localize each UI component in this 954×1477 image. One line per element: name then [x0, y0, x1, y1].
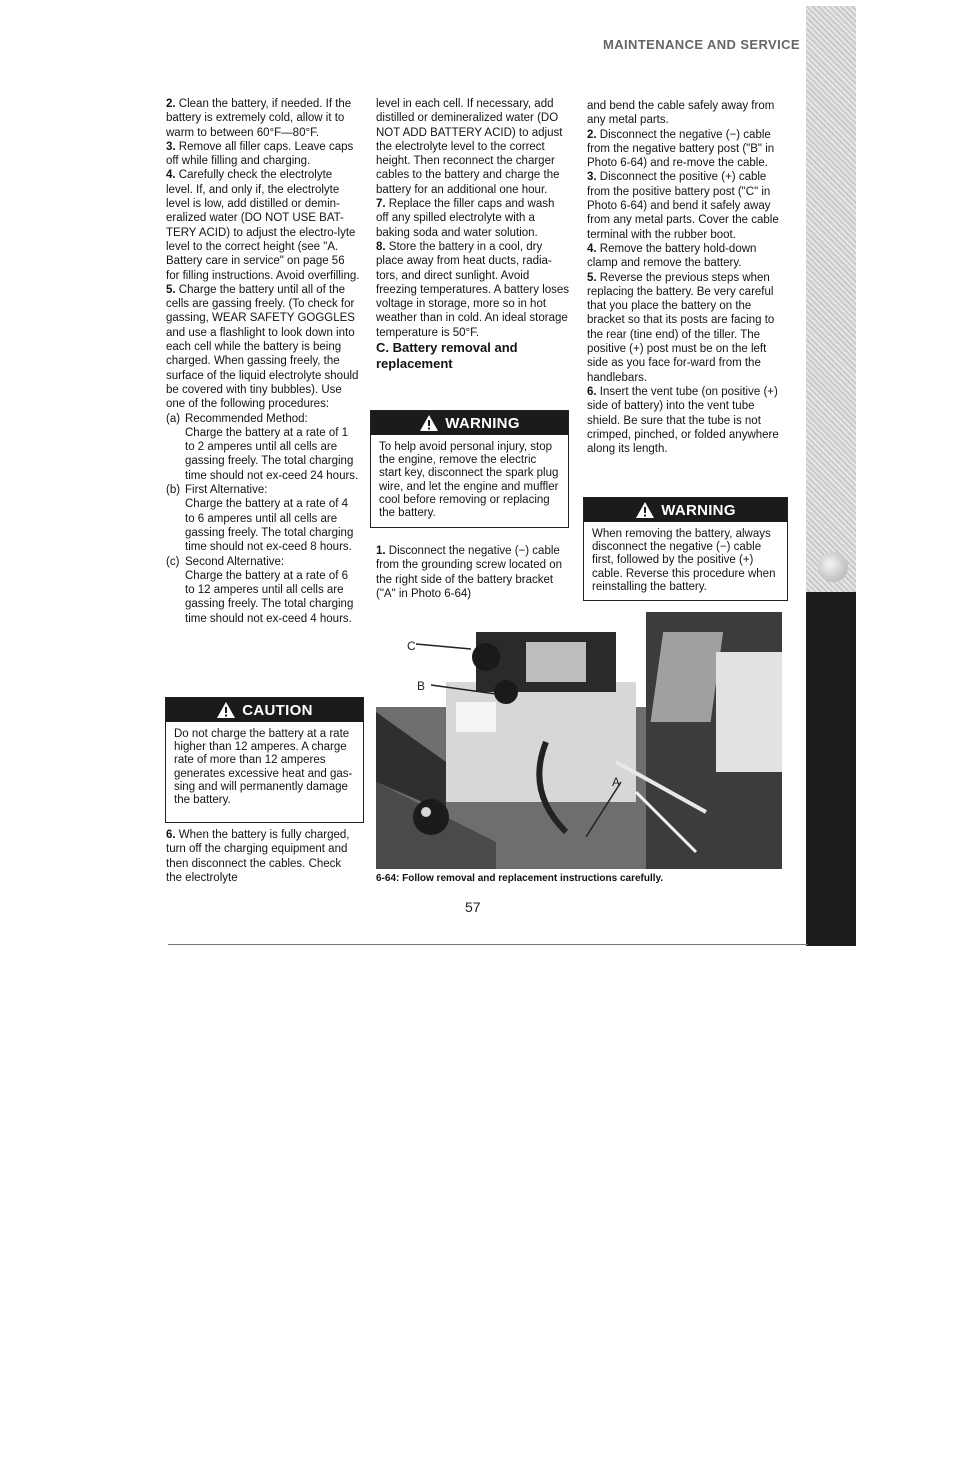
photo-caption: 6-64: Follow removal and replacement instructions carefully.: [376, 873, 664, 884]
step-7: 7. Replace the filler caps and wash off any spilled electrolyte with a baking soda and water solution.: [376, 198, 555, 239]
warning-title-2: WARNING: [661, 501, 736, 519]
photo-label-c: C: [407, 639, 416, 653]
battery-photo-illustration: [376, 612, 782, 869]
step-4: 4. Remove the battery hold-down clamp and remove the battery.: [587, 242, 757, 270]
column-1: [166, 97, 360, 626]
step-6: 6. Insert the vent tube (on positive (+) side of battery) into the vent tube shield. Be sure that the tube is not crimped, pinched, or folded anywhere along its length.: [587, 385, 779, 456]
warning-triangle-icon: [419, 414, 439, 432]
step-2: 2. Disconnect the negative (−) cable from the negative battery post ("B" in Photo 6-64) and re-move the cable.: [587, 128, 775, 170]
section-header: MAINTENANCE AND SERVICE: [603, 37, 800, 52]
warning-triangle-icon: [635, 501, 655, 519]
step-5: 5. Reverse the previous steps when replacing the battery. Be very careful that you place the battery on the bracket so that its posts are facing to the rear (tine end) of the tiller. The positive (+) post must be on the left side as you face for-ward from the handlebars.: [587, 271, 775, 384]
column-2-bottom: [376, 544, 570, 601]
caution-text: Do not charge the battery at a rate higher than 12 amperes. A charge rate of more than 12 amperes generates excessive heat and gas-sing and will permanently damage the battery.: [174, 728, 353, 807]
step-2: 2. Clean the battery, if needed. If the battery is extremely cold, allow it to warm to between 60°F—80°F.: [166, 98, 352, 139]
subsection-heading: C. Battery removal and replacement: [376, 340, 518, 372]
step-8: 8. Store the battery in a cool, dry place away from heat ducts, radia-tors, and direct sunlight. Avoid freezing temperatures. A battery loses voltage in storage, more so in hot weather than in cold. An ideal storage temperature is 50°F.: [376, 240, 570, 339]
step-3: 3. Disconnect the positive (+) cable from the positive battery post ("C" in Photo 6-64) and bend it safely away from any metal parts. Cover the cable terminal with the rubber boot.: [587, 171, 779, 241]
chapter-tab-marker: [818, 552, 848, 582]
sub-step-a: (a) Recommended Method: Charge the battery at a rate of 1 to 2 amperes until all cells are gassing freely. The total charging time should not ex-ceed 24 hours.: [166, 412, 359, 482]
column-2: [376, 97, 570, 372]
caution-banner: [166, 698, 363, 722]
warning-box-1: [370, 410, 569, 528]
footer-rule: [168, 944, 808, 945]
sub-step-b: (b) First Alternative: Charge the battery at a rate of 4 to 6 amperes until all cells are gassing freely. The total charging time should not ex-ceed 8 hours.: [166, 484, 354, 554]
warning-banner-1: [371, 411, 568, 435]
warning-text-2: When removing the battery, always disconnect the negative (−) cable first, followed by the positive (+) cable. Reverse this procedure when reinstalling the battery.: [592, 528, 776, 593]
step-6: 6. When the battery is fully charged, turn off the charging equipment and then disconnect the cables. Check the electrolyte: [166, 829, 350, 884]
warning-text-1: To help avoid personal injury, stop the engine, remove the electric start key, disconnect the spark plug wire, and let the engine and muffler cool before removing or replacing the battery.: [379, 441, 559, 520]
page-number: 57: [465, 899, 481, 915]
chapter-tab: [806, 592, 856, 946]
photo-label-a: A: [612, 775, 621, 789]
caution-box: [165, 697, 364, 823]
step-5: 5. Charge the battery until all of the cells are gassing freely. (To check for gassing, WEAR SAFETY GOGGLES and use a flashlight to look down into each cell while the battery is being charged. When gassing freely, the surface of the liquid electrolyte should be covered with tiny bubbles). Use one of the following procedures:: [166, 283, 359, 411]
warning-banner-2: [584, 498, 787, 522]
continued-text: level in each cell. If necessary, add distilled or demineralized water (DO NOT ADD BATTERY ACID) to adjust the electrolyte level to the correct height. Then reconnect the charger cables to the battery and charge the battery for an additional one hour.: [376, 98, 563, 196]
step-4: 4. Carefully check the electrolyte level. If, and only if, the electrolyte level is low, add distilled or demin-eralized water (DO NOT USE BAT-TERY ACID) to adjust the electro-lyte level to the correct height (see "A. Battery care in service" on page 56 for filling instructions. Avoid overfilling.: [166, 169, 360, 282]
caution-title: CAUTION: [242, 701, 313, 719]
continued-text: and bend the cable safely away from any metal parts.: [587, 100, 775, 127]
sub-step-c: (c) Second Alternative: Charge the battery at a rate of 6 to 12 amperes until all cells are gassing freely. The total charging time should not ex-ceed 4 hours.: [166, 555, 354, 625]
battery-photo: [376, 612, 782, 869]
photo-label-b: B: [417, 679, 426, 693]
warning-triangle-icon: [216, 701, 236, 719]
column-1-bottom: [166, 828, 360, 885]
warning-box-2: [583, 497, 788, 601]
step-3: 3. Remove all filler caps. Leave caps off while filling and charging.: [166, 140, 354, 168]
warning-title-1: WARNING: [445, 414, 520, 432]
step-1: 1. Disconnect the negative (−) cable from the grounding screw located on the right side of the battery bracket ("A" in Photo 6-64): [376, 545, 563, 600]
column-3: [587, 99, 781, 456]
